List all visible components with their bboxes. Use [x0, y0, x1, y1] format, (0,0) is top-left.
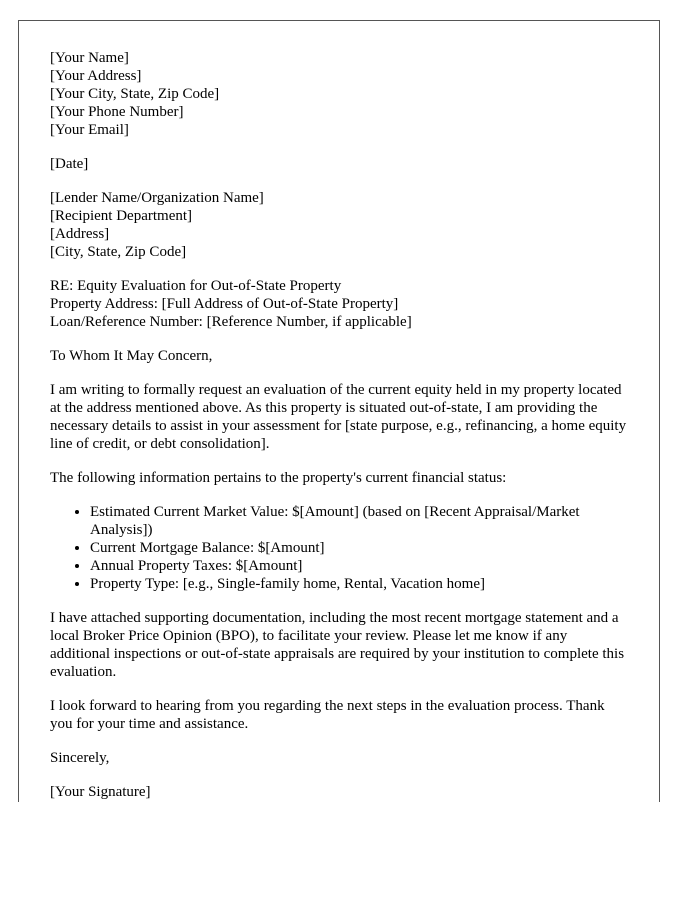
list-item-property-taxes: • Annual Property Taxes: $[Amount] — [90, 557, 630, 575]
sender-email: [Your Email] — [50, 122, 129, 138]
signature: [Your Signature] — [50, 784, 151, 800]
sender-address: [Your Address] — [50, 68, 142, 84]
letter-date: [Date] — [50, 156, 89, 172]
re-block — [50, 277, 630, 331]
list-item-mortgage-balance: • Current Mortgage Balance: $[Amount] — [90, 539, 630, 557]
sender-city-state-zip: [Your City, State, Zip Code] — [50, 86, 220, 102]
property-details-list — [50, 503, 630, 593]
sender-name: [Your Name] — [50, 50, 129, 66]
sender-block — [50, 49, 630, 139]
intro-paragraph: I am writing to formally request an evaluation of the current equity held in my property located at the address mentioned above. As this property is situated out-of-state, I am providing the necessary details to assist in your assessment for [state purpose, e.g., refinancing, a home equity line of credit, or debt consolidation]. — [50, 382, 627, 452]
date-block — [50, 155, 630, 173]
re-property-address: Property Address: [Full Address of Out-of-State Property] — [50, 296, 399, 312]
re-subject: RE: Equity Evaluation for Out-of-State Property — [50, 278, 342, 294]
recipient-city-state-zip: [City, State, Zip Code] — [50, 244, 187, 260]
re-loan-number: Loan/Reference Number: [Reference Number, if applicable] — [50, 314, 412, 330]
info-lead-paragraph: The following information pertains to the property's current financial status: — [50, 470, 507, 486]
recipient-name: [Lender Name/Organization Name] — [50, 190, 264, 206]
letter-page — [18, 20, 660, 802]
attachments-paragraph: I have attached supporting documentation, including the most recent mortgage statement and a local Broker Price Opinion (BPO), to facilitate your review. Please let me know if any additional inspections or out-of-state appraisals are required by your institution to complete this evaluation. — [50, 610, 625, 680]
recipient-block — [50, 189, 630, 261]
sender-phone: [Your Phone Number] — [50, 104, 184, 120]
closing-paragraph: I look forward to hearing from you regarding the next steps in the evaluation process. Thank you for your time and assistance. — [50, 698, 605, 732]
closing-salutation: Sincerely, — [50, 750, 110, 766]
recipient-department: [Recipient Department] — [50, 208, 193, 224]
list-item-market-value: • Estimated Current Market Value: $[Amount] (based on [Recent Appraisal/Market Analysis]) — [90, 503, 630, 539]
recipient-address: [Address] — [50, 226, 110, 242]
list-item-property-type: • Property Type: [e.g., Single-family home, Rental, Vacation home] — [90, 575, 630, 593]
salutation: To Whom It May Concern, — [50, 348, 213, 364]
letter-content — [50, 49, 630, 801]
